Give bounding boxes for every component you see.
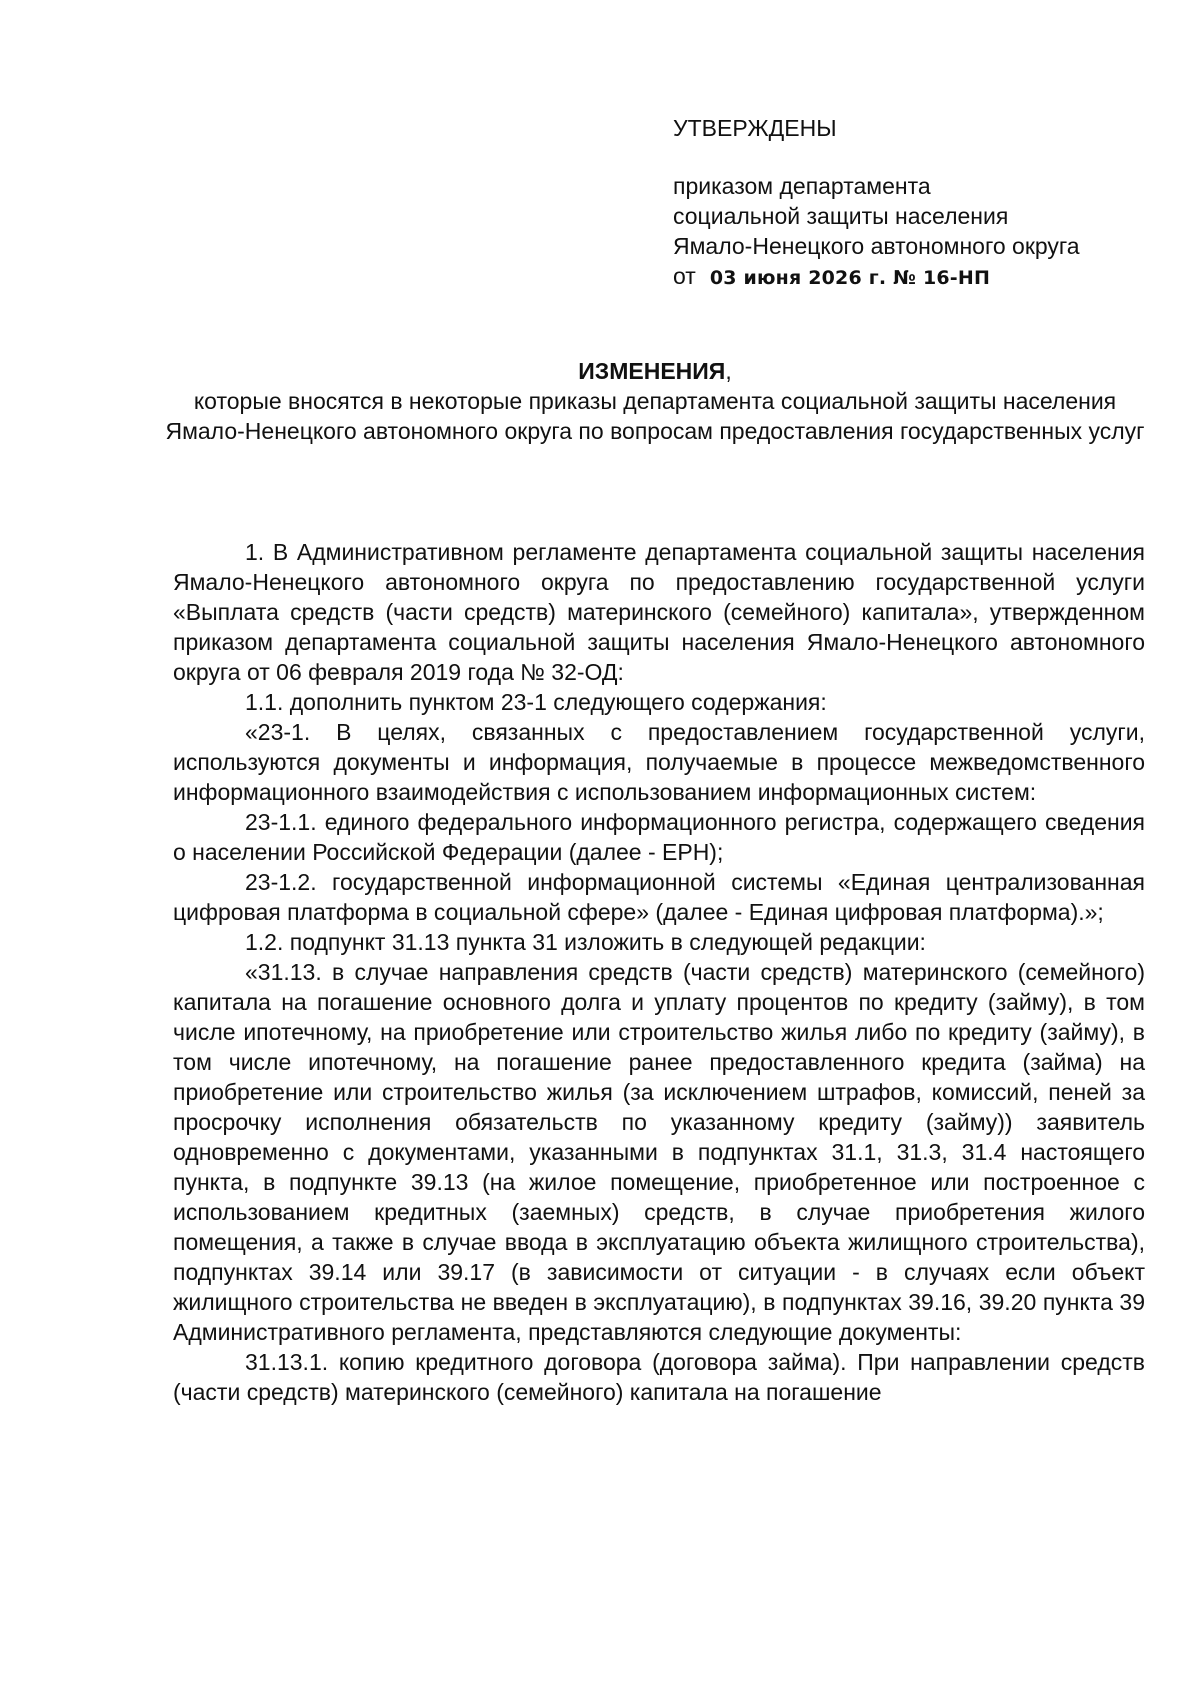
document-header (160, 356, 1150, 446)
paragraph-1: 1. В Административном регламенте департамента социальной защиты населения Ямало-Ненецкого автономного округа по предоставлению государственной услуги «Выплата средств (части средств) материнского (семейного) капитала», утвержденном приказом департамента социальной защиты населения Ямало-Ненецкого автономного округа от 06 февраля 2019 года № 32-ОД: (173, 539, 1145, 685)
approval-title: УТВЕРЖДЕНЫ (673, 115, 837, 141)
document-subtitle: которые вносятся в некоторые приказы департамента социальной защиты населения Ямало-Ненецкого автономного округа по вопросам предоставления государственных услуг (165, 388, 1145, 444)
paragraph-23-1-2: 23-1.2. государственной информационной системы «Единая централизованная цифровая платформа в социальной сфере» (далее - Единая цифровая платформа).»; (173, 869, 1145, 925)
document-title (160, 356, 1150, 386)
approval-block (673, 113, 1173, 293)
paragraph-31-13: «31.13. в случае направления средств (части средств) материнского (семейного) капитала на погашение основного долга и уплату процентов по кредиту (займу), в том числе ипотечному, на приобретение или строительство жилья либо по кредиту (займу), в том числе ипотечному, на погашение ранее предоставленного кредита (займа) на приобретение или строительство жилья (за исключением штрафов, комиссий, пеней за просрочку исполнения обязательств по указанному кредиту (займу)) заявитель одновременно с документами, указанными в подпунктах 31.1, 31.3, 31.4 настоящего пункта, в подпункте 39.13 (на жилое помещение, приобретенное или построенное с использованием кредитных (заемных) средств, в случае приобретения жилого помещения, а также в случае ввода в эксплуатацию объекта жилищного строительства), подпунктах 39.14 или 39.17 (в зависимости от ситуации - в случаях если объект жилищного строительства не введен в эксплуатацию), в подпунктах 39.16, 39.20 пункта 39 Административного регламента, представляются следующие документы: (173, 959, 1145, 1345)
paragraph-23-1-1: 23-1.1. единого федерального информационного регистра, содержащего сведения о населении Российской Федерации (далее - ЕРН); (173, 809, 1145, 865)
approval-line-2: социальной защиты населения (673, 203, 1009, 229)
approval-date-prefix: от (673, 263, 696, 289)
paragraph-31-13-1: 31.13.1. копию кредитного договора (договора займа). При направлении средств (части средств) материнского (семейного) капитала на погашение (173, 1349, 1145, 1405)
approval-date-value: 03 июня 2026 г. № 16-НП (709, 267, 991, 289)
document-title-suffix: , (725, 358, 732, 384)
approval-line-1: приказом департамента (673, 173, 931, 199)
paragraph-1-2: 1.2. подпункт 31.13 пункта 31 изложить в следующей редакции: (245, 929, 926, 955)
approval-date-line (673, 261, 1173, 293)
approval-line-3: Ямало-Ненецкого автономного округа (673, 233, 1080, 259)
document-title-bold: ИЗМЕНЕНИЯ (578, 358, 726, 384)
paragraph-1-1: 1.1. дополнить пунктом 23-1 следующего содержания: (245, 689, 827, 715)
document-body (173, 537, 1145, 1407)
paragraph-23-1: «23-1. В целях, связанных с предоставлением государственной услуги, используются документы и информация, получаемые в процессе межведомственного информационного взаимодействия с использованием информационных систем: (173, 719, 1145, 805)
